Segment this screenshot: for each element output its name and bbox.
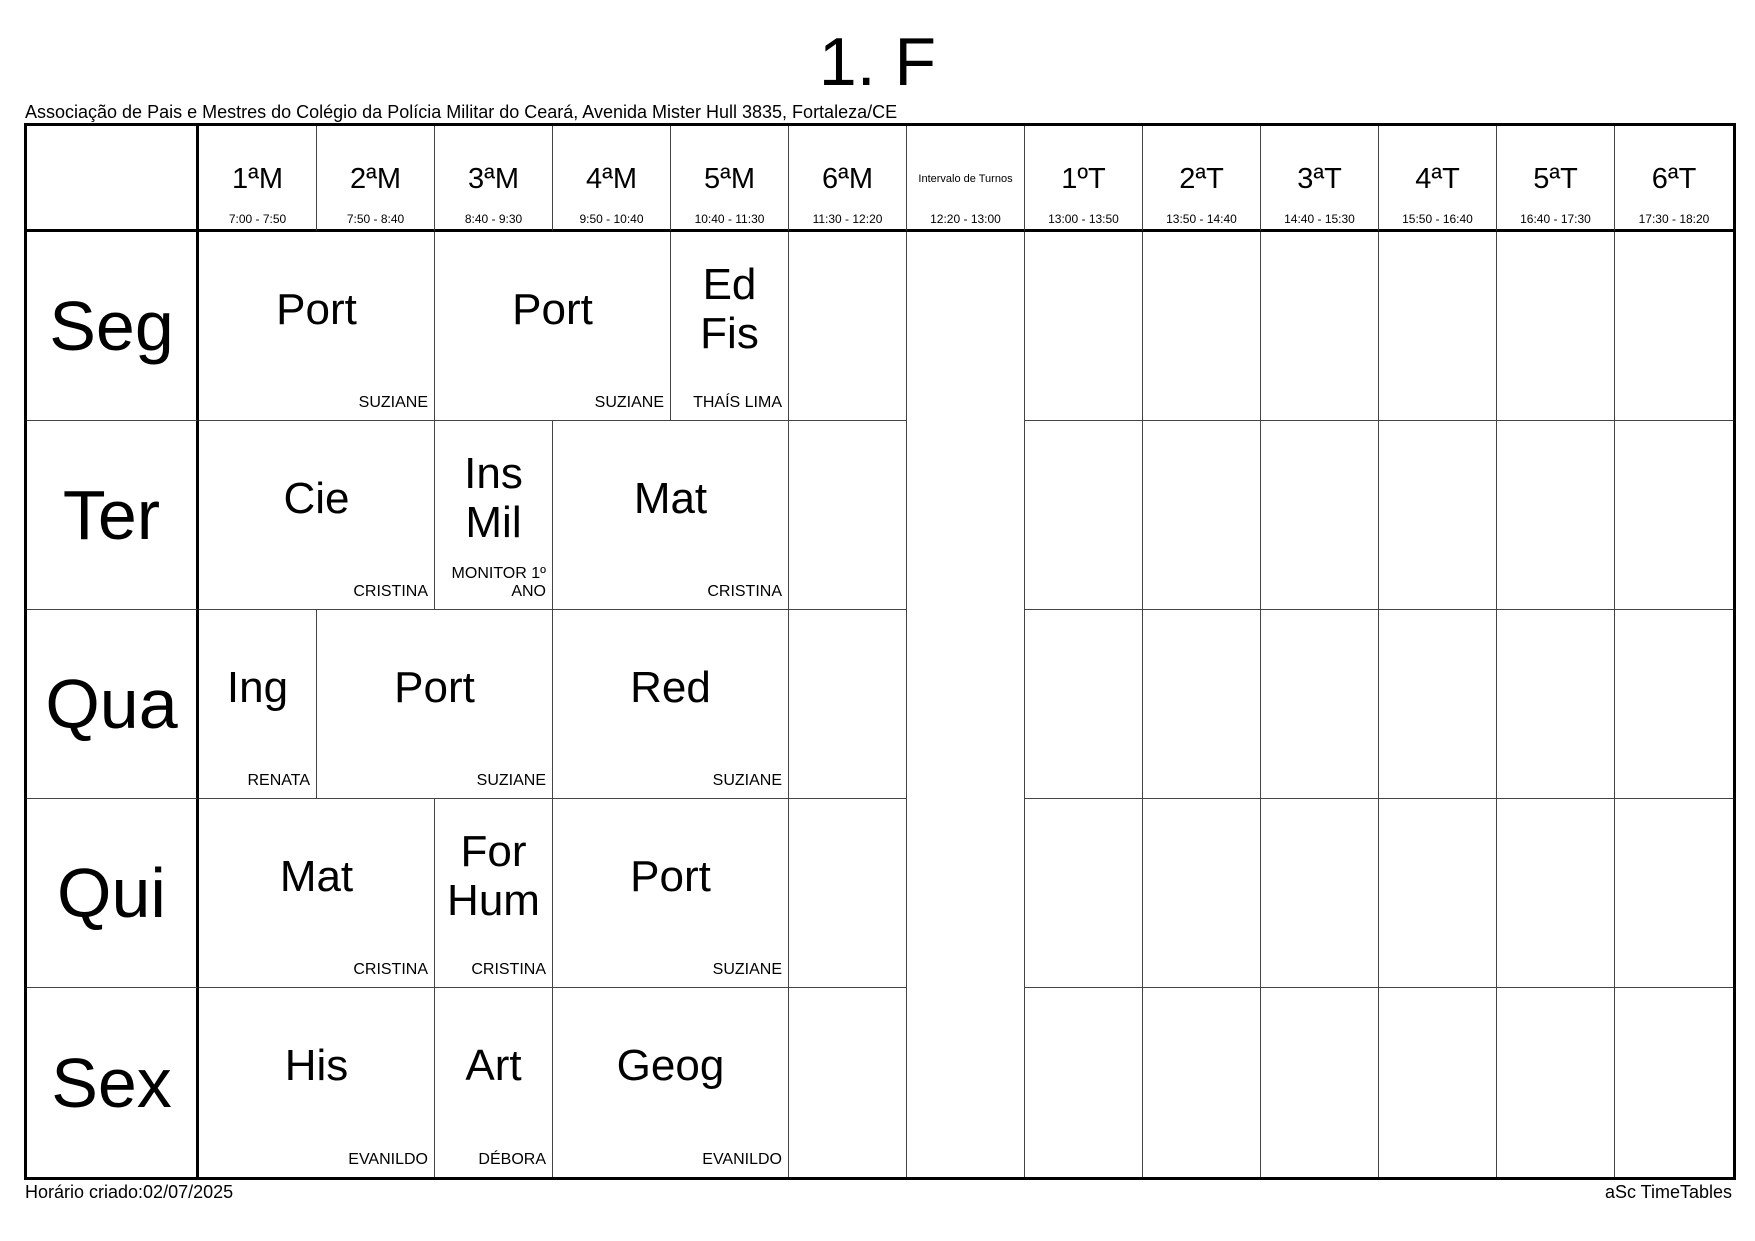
lesson-subject: Mat [633,473,708,523]
period-header [671,126,789,232]
lesson-cell [553,988,789,1177]
lesson-subject: Mat [279,851,354,901]
lesson-cell [199,232,435,421]
lesson-teacher: CRISTINA [707,583,782,600]
empty-cell [1261,799,1379,988]
empty-cell [789,610,907,799]
lesson-cell [671,232,789,421]
empty-cell [1143,988,1261,1177]
lesson-subject: Art [465,1041,522,1090]
period-name: 3ªT [1297,163,1342,195]
day-label [27,610,199,799]
timetable-grid [24,123,1736,1180]
empty-cell [1025,610,1143,799]
empty-cell [1379,232,1497,421]
lesson-cell [199,988,435,1177]
day-name: Qua [45,665,178,743]
lesson-subject: Port [276,284,357,334]
brand-label: aSc TimeTables [1604,1182,1732,1202]
lesson-subject: Cie [283,473,350,523]
lesson-cell [435,421,553,610]
lesson-cell [317,610,553,799]
period-header [1143,126,1261,232]
empty-cell [1379,799,1497,988]
empty-cell [1379,988,1497,1177]
lesson-subject: Ins Mil [464,449,523,547]
lesson-subject: Port [630,851,711,901]
empty-cell [1025,232,1143,421]
lesson-teacher: SUZIANE [712,772,782,789]
lesson-cell [435,799,553,988]
lesson-teacher: EVANILDO [348,1151,428,1168]
empty-cell [789,421,907,610]
empty-cell [789,799,907,988]
empty-cell [1615,610,1733,799]
period-name: 6ªT [1651,163,1697,195]
empty-cell [1615,988,1733,1177]
lesson-teacher: RENATA [247,772,310,789]
period-time: 9:50 - 10:40 [579,212,644,226]
lesson-subject: Port [512,284,593,334]
page-title: 1. F [818,24,937,100]
period-header [553,126,671,232]
lesson-subject: His [284,1041,349,1090]
period-header [317,126,435,232]
corner-cell [27,126,199,232]
period-header [1497,126,1615,232]
empty-cell [1261,988,1379,1177]
period-name: 3ªM [467,163,520,195]
period-time: 13:50 - 14:40 [1166,212,1237,226]
period-time: 17:30 - 18:20 [1638,212,1710,226]
period-header [435,126,553,232]
lesson-teacher: THAÍS LIMA [693,394,782,411]
empty-cell [1615,421,1733,610]
period-time: 12:20 - 13:00 [930,212,1001,226]
empty-cell [1143,232,1261,421]
lesson-teacher: SUZIANE [712,961,782,978]
period-name: 5ªT [1533,163,1578,195]
empty-cell [1615,232,1733,421]
lesson-teacher: MONITOR 1º ANO [451,565,546,600]
empty-cell [1615,799,1733,988]
day-name: Seg [49,287,174,365]
empty-cell [1497,421,1615,610]
day-label [27,421,199,610]
lesson-cell [199,610,317,799]
day-label [27,988,199,1177]
day-name: Qui [57,854,166,932]
lesson-cell [553,610,789,799]
lesson-teacher: EVANILDO [702,1151,782,1168]
empty-cell [1143,610,1261,799]
empty-cell [1497,988,1615,1177]
lesson-teacher: DÉBORA [478,1151,546,1168]
period-header [199,126,317,232]
empty-cell [1261,232,1379,421]
lesson-cell [553,421,789,610]
empty-cell [1379,610,1497,799]
period-header [1261,126,1379,232]
period-time: 11:30 - 12:20 [812,212,883,226]
empty-cell [1497,232,1615,421]
day-name: Sex [51,1043,172,1122]
period-header [1615,126,1733,232]
lesson-teacher: CRISTINA [471,961,546,978]
lesson-teacher: SUZIANE [358,394,428,411]
lesson-subject: Geog [616,1041,725,1090]
empty-cell [789,232,907,421]
lesson-subject: Port [394,662,475,712]
period-name: 2ªT [1179,163,1224,195]
day-label [27,232,199,421]
period-name: 1ªM [231,163,284,195]
empty-cell [1261,421,1379,610]
period-name: 2ªM [349,163,402,195]
period-time: 14:40 - 15:30 [1284,212,1355,226]
period-time: 13:00 - 13:50 [1048,212,1119,226]
period-time: 7:50 - 8:40 [346,212,405,226]
lesson-teacher: CRISTINA [353,961,428,978]
empty-cell [1143,421,1261,610]
empty-cell [1497,799,1615,988]
empty-cell [789,988,907,1177]
empty-cell [1379,421,1497,610]
empty-cell [1025,421,1143,610]
period-name: 6ªM [821,163,874,195]
period-name: 4ªT [1415,163,1460,195]
period-header [789,126,907,232]
lesson-subject: Red [630,662,711,712]
period-time: 8:40 - 9:30 [464,212,523,226]
lesson-cell [199,421,435,610]
empty-cell [1261,610,1379,799]
lesson-subject: Ed Fis [700,260,759,358]
empty-cell [1497,610,1615,799]
lesson-subject: For Hum [447,827,540,925]
lesson-cell [199,799,435,988]
period-name: Intervalo de Turnos [918,173,1013,185]
period-time: 16:40 - 17:30 [1520,212,1591,226]
created-date: Horário criado:02/07/2025 [25,1182,234,1202]
period-header [907,126,1025,232]
period-time: 15:50 - 16:40 [1402,212,1473,226]
lesson-teacher: SUZIANE [476,772,546,789]
period-time: 7:00 - 7:50 [228,212,287,226]
day-label [27,799,199,988]
period-header [1379,126,1497,232]
lesson-teacher: CRISTINA [353,583,428,600]
period-header [1025,126,1143,232]
empty-cell [1025,799,1143,988]
period-time: 10:40 - 11:30 [694,212,765,226]
lesson-cell [553,799,789,988]
period-name: 4ªM [585,163,638,195]
lesson-teacher: SUZIANE [594,394,664,411]
lesson-cell [435,988,553,1177]
lesson-subject: Ing [226,662,289,712]
break-column [907,232,1025,1177]
school-info: Associação de Pais e Mestres do Colégio da Polícia Militar do Ceará, Avenida Mister Hull 3835, Fortaleza/CE [25,102,898,122]
empty-cell [1143,799,1261,988]
empty-cell [1025,988,1143,1177]
lesson-cell [435,232,671,421]
period-name: 1ºT [1061,163,1106,195]
day-name: Ter [62,476,161,554]
period-name: 5ªM [703,163,756,195]
